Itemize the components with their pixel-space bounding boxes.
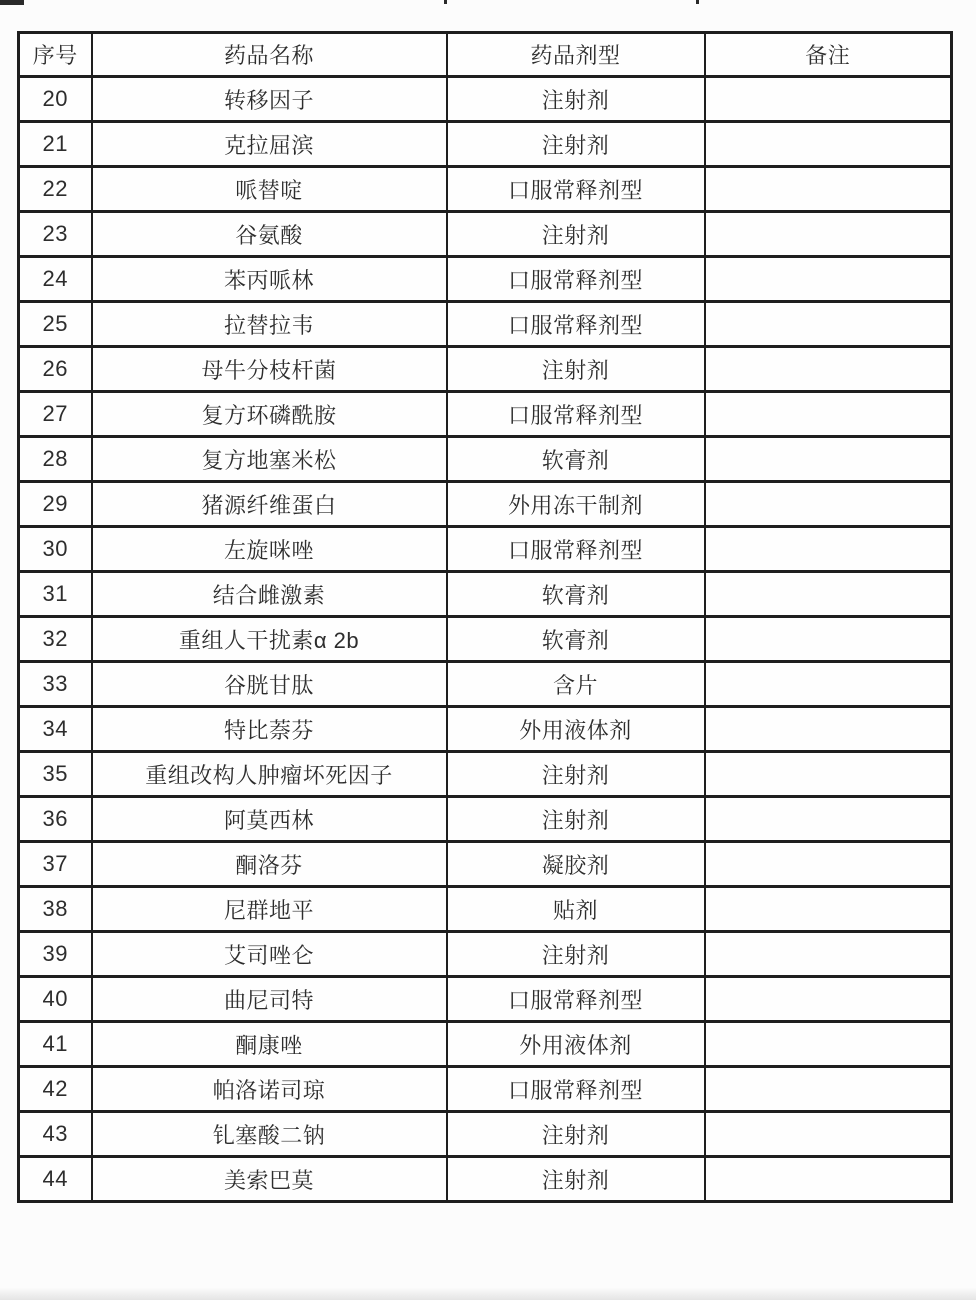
remarks-cell bbox=[705, 797, 952, 842]
serial-number-cell: 21 bbox=[19, 122, 92, 167]
serial-number-cell: 38 bbox=[19, 887, 92, 932]
remarks-cell bbox=[705, 932, 952, 977]
serial-number-cell: 26 bbox=[19, 347, 92, 392]
serial-number-cell: 44 bbox=[19, 1157, 92, 1202]
header-serial-number: 序号 bbox=[19, 33, 92, 77]
table-row bbox=[19, 617, 952, 662]
dosage-form-cell: 口服常释剂型 bbox=[447, 1067, 705, 1112]
remarks-cell bbox=[705, 1112, 952, 1157]
drug-name-cell: 左旋咪唑 bbox=[92, 527, 447, 572]
table-row bbox=[19, 122, 952, 167]
remarks-cell bbox=[705, 662, 952, 707]
drug-name-cell: 酮康唑 bbox=[92, 1022, 447, 1067]
drug-name-cell: 曲尼司特 bbox=[92, 977, 447, 1022]
drug-name-cell: 重组人干扰素α 2b bbox=[92, 617, 447, 662]
remarks-cell bbox=[705, 122, 952, 167]
dosage-form-cell: 外用冻干制剂 bbox=[447, 482, 705, 527]
table-row bbox=[19, 1112, 952, 1157]
dosage-form-cell: 口服常释剂型 bbox=[447, 977, 705, 1022]
drug-name-cell: 阿莫西林 bbox=[92, 797, 447, 842]
serial-number-cell: 29 bbox=[19, 482, 92, 527]
serial-number-cell: 23 bbox=[19, 212, 92, 257]
dosage-form-cell: 注射剂 bbox=[447, 347, 705, 392]
remarks-cell bbox=[705, 257, 952, 302]
remarks-cell bbox=[705, 977, 952, 1022]
table-row bbox=[19, 1022, 952, 1067]
drug-name-cell: 特比萘芬 bbox=[92, 707, 447, 752]
dosage-form-cell: 注射剂 bbox=[447, 932, 705, 977]
drug-name-cell: 重组改构人肿瘤坏死因子 bbox=[92, 752, 447, 797]
dosage-form-cell: 贴剂 bbox=[447, 887, 705, 932]
dosage-form-cell: 外用液体剂 bbox=[447, 1022, 705, 1067]
dosage-form-cell: 注射剂 bbox=[447, 752, 705, 797]
remarks-cell bbox=[705, 482, 952, 527]
table-row bbox=[19, 302, 952, 347]
serial-number-cell: 28 bbox=[19, 437, 92, 482]
table-row bbox=[19, 392, 952, 437]
drug-name-cell: 拉替拉韦 bbox=[92, 302, 447, 347]
drug-name-cell: 母牛分枝杆菌 bbox=[92, 347, 447, 392]
drug-name-cell: 尼群地平 bbox=[92, 887, 447, 932]
table-row bbox=[19, 482, 952, 527]
remarks-cell bbox=[705, 167, 952, 212]
table-row bbox=[19, 707, 952, 752]
drug-name-cell: 美索巴莫 bbox=[92, 1157, 447, 1202]
dosage-form-cell: 外用液体剂 bbox=[447, 707, 705, 752]
dosage-form-cell: 口服常释剂型 bbox=[447, 167, 705, 212]
dosage-form-cell: 注射剂 bbox=[447, 1112, 705, 1157]
table-row bbox=[19, 1067, 952, 1112]
dosage-form-cell: 注射剂 bbox=[447, 1157, 705, 1202]
serial-number-cell: 36 bbox=[19, 797, 92, 842]
drug-name-cell: 复方环磷酰胺 bbox=[92, 392, 447, 437]
dosage-form-cell: 注射剂 bbox=[447, 212, 705, 257]
serial-number-cell: 20 bbox=[19, 77, 92, 122]
serial-number-cell: 37 bbox=[19, 842, 92, 887]
serial-number-cell: 41 bbox=[19, 1022, 92, 1067]
serial-number-cell: 27 bbox=[19, 392, 92, 437]
dosage-form-cell: 注射剂 bbox=[447, 797, 705, 842]
table-row bbox=[19, 752, 952, 797]
table-row bbox=[19, 977, 952, 1022]
remarks-cell bbox=[705, 1067, 952, 1112]
cropped-border-remnant bbox=[444, 0, 447, 4]
dosage-form-cell: 注射剂 bbox=[447, 77, 705, 122]
remarks-cell bbox=[705, 617, 952, 662]
table-row bbox=[19, 572, 952, 617]
drug-name-cell: 哌替啶 bbox=[92, 167, 447, 212]
serial-number-cell: 22 bbox=[19, 167, 92, 212]
serial-number-cell: 35 bbox=[19, 752, 92, 797]
table-row bbox=[19, 347, 952, 392]
remarks-cell bbox=[705, 77, 952, 122]
drug-name-cell: 猪源纤维蛋白 bbox=[92, 482, 447, 527]
drug-name-cell: 谷胱甘肽 bbox=[92, 662, 447, 707]
dosage-form-cell: 凝胶剂 bbox=[447, 842, 705, 887]
remarks-cell bbox=[705, 527, 952, 572]
drug-name-cell: 苯丙哌林 bbox=[92, 257, 447, 302]
dosage-form-cell: 注射剂 bbox=[447, 122, 705, 167]
drug-list-table bbox=[17, 31, 953, 1203]
dosage-form-cell: 口服常释剂型 bbox=[447, 257, 705, 302]
bottom-edge-band bbox=[0, 1288, 976, 1300]
drug-name-cell: 帕洛诺司琼 bbox=[92, 1067, 447, 1112]
serial-number-cell: 24 bbox=[19, 257, 92, 302]
drug-name-cell: 结合雌激素 bbox=[92, 572, 447, 617]
remarks-cell bbox=[705, 752, 952, 797]
header-dosage-form: 药品剂型 bbox=[447, 33, 705, 77]
remarks-cell bbox=[705, 347, 952, 392]
cropped-border-remnant bbox=[696, 0, 699, 4]
dosage-form-cell: 软膏剂 bbox=[447, 437, 705, 482]
remarks-cell bbox=[705, 437, 952, 482]
table-row bbox=[19, 437, 952, 482]
remarks-cell bbox=[705, 1022, 952, 1067]
dosage-form-cell: 口服常释剂型 bbox=[447, 392, 705, 437]
remarks-cell bbox=[705, 1157, 952, 1202]
dosage-form-cell: 软膏剂 bbox=[447, 572, 705, 617]
cropped-border-remnant bbox=[0, 0, 24, 5]
table-row bbox=[19, 932, 952, 977]
serial-number-cell: 31 bbox=[19, 572, 92, 617]
remarks-cell bbox=[705, 302, 952, 347]
table-row bbox=[19, 77, 952, 122]
serial-number-cell: 30 bbox=[19, 527, 92, 572]
header-remarks: 备注 bbox=[705, 33, 952, 77]
table-row bbox=[19, 1157, 952, 1202]
serial-number-cell: 39 bbox=[19, 932, 92, 977]
dosage-form-cell: 软膏剂 bbox=[447, 617, 705, 662]
table-row bbox=[19, 842, 952, 887]
drug-name-cell: 转移因子 bbox=[92, 77, 447, 122]
remarks-cell bbox=[705, 212, 952, 257]
table-header-row bbox=[19, 33, 952, 77]
serial-number-cell: 34 bbox=[19, 707, 92, 752]
dosage-form-cell: 口服常释剂型 bbox=[447, 527, 705, 572]
drug-name-cell: 谷氨酸 bbox=[92, 212, 447, 257]
drug-name-cell: 钆塞酸二钠 bbox=[92, 1112, 447, 1157]
table-row bbox=[19, 167, 952, 212]
serial-number-cell: 40 bbox=[19, 977, 92, 1022]
table-row bbox=[19, 257, 952, 302]
drug-name-cell: 酮洛芬 bbox=[92, 842, 447, 887]
table-row bbox=[19, 662, 952, 707]
serial-number-cell: 42 bbox=[19, 1067, 92, 1112]
drug-name-cell: 克拉屈滨 bbox=[92, 122, 447, 167]
table-row bbox=[19, 887, 952, 932]
table-row bbox=[19, 212, 952, 257]
serial-number-cell: 25 bbox=[19, 302, 92, 347]
remarks-cell bbox=[705, 887, 952, 932]
dosage-form-cell: 含片 bbox=[447, 662, 705, 707]
table-row bbox=[19, 527, 952, 572]
serial-number-cell: 32 bbox=[19, 617, 92, 662]
dosage-form-cell: 口服常释剂型 bbox=[447, 302, 705, 347]
remarks-cell bbox=[705, 842, 952, 887]
remarks-cell bbox=[705, 392, 952, 437]
serial-number-cell: 43 bbox=[19, 1112, 92, 1157]
serial-number-cell: 33 bbox=[19, 662, 92, 707]
remarks-cell bbox=[705, 572, 952, 617]
header-drug-name: 药品名称 bbox=[92, 33, 447, 77]
remarks-cell bbox=[705, 707, 952, 752]
table-row bbox=[19, 797, 952, 842]
drug-name-cell: 复方地塞米松 bbox=[92, 437, 447, 482]
drug-name-cell: 艾司唑仑 bbox=[92, 932, 447, 977]
